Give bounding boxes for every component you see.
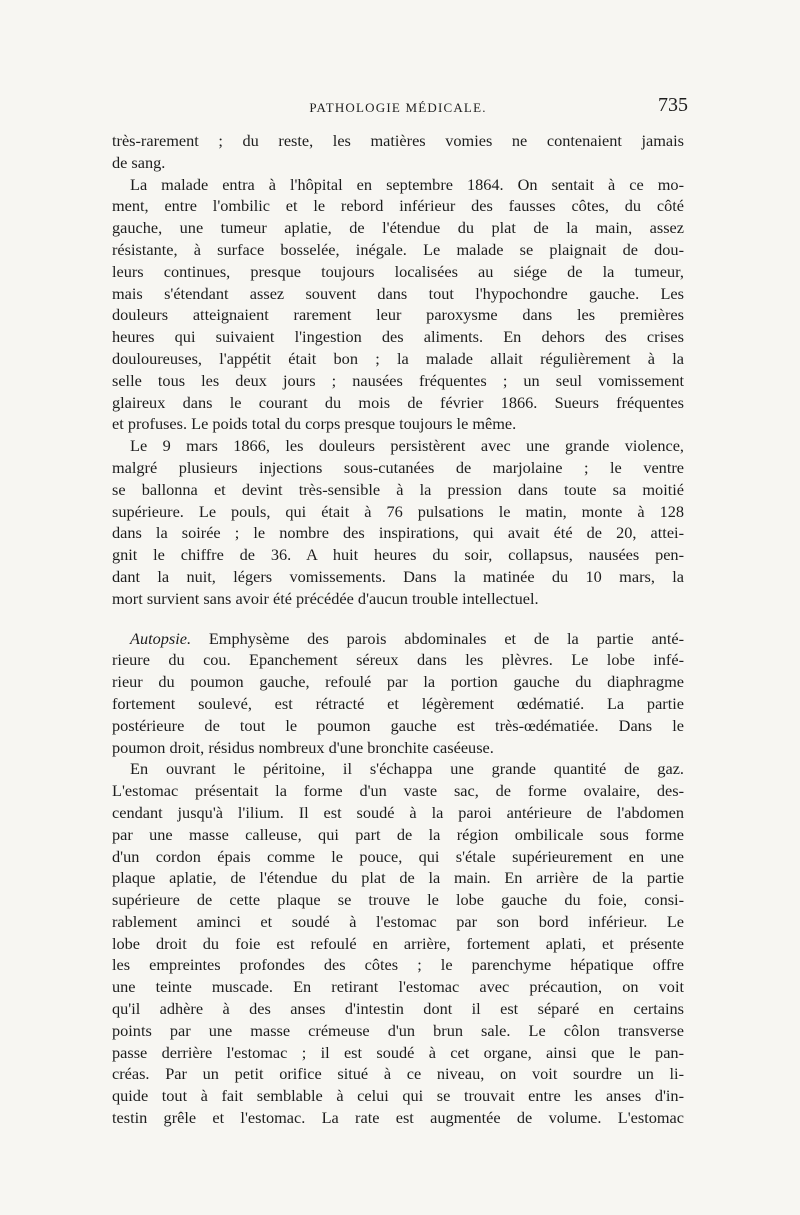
text-line: par une masse calleuse, qui part de la région ombilicale sous forme [112, 824, 684, 844]
text-line: créas. Par un petit orifice situé à ce niveau, on voit sourdre un li- [112, 1064, 684, 1084]
text-line: heures qui suivaient l'ingestion des aliments. En dehors des crises [112, 327, 684, 347]
paragraph-3 [112, 435, 684, 609]
page-number: 735 [658, 94, 688, 116]
text-line: cendant jusqu'à l'ilium. Il est soudé à la paroi antérieure de l'abdomen [112, 802, 684, 822]
text-line: quide tout à fait semblable à celui qui se trouvait entre les anses d'in- [112, 1086, 684, 1106]
text-line: rieure du cou. Epanchement séreux dans les plèvres. Le lobe infé- [112, 650, 684, 670]
text-line: douleurs atteignaient rarement leur paroxysme dans les premières [112, 305, 684, 325]
text-line: La malade entra à l'hôpital en septembre 1864. On sentait à ce mo- [130, 174, 684, 194]
autopsie-label: Autopsie. [130, 628, 192, 648]
text-line: glaireux dans le courant du mois de février 1866. Sueurs fréquentes [112, 392, 684, 412]
text-line: dans la soirée ; le nombre des inspirations, qui avait été de 20, attei- [112, 523, 684, 543]
text-line: leurs continues, presque toujours localisées au siége de la tumeur, [112, 261, 684, 281]
text-line: résistante, à surface bosselée, inégale. Le malade se plaignait de dou- [112, 239, 684, 259]
text-line: fortement soulevé, est rétracté et légèrement œdématié. La partie [112, 693, 684, 713]
text-line: passe derrière l'estomac ; il est soudé à cet organe, ainsi que le pan- [112, 1042, 684, 1062]
text-line: d'un cordon épais comme le pouce, qui s'étale supérieurement en une [112, 846, 684, 866]
text-line: rablement aminci et soudé à l'estomac par son bord inférieur. Le [112, 911, 684, 931]
running-title: PATHOLOGIE MÉDICALE. [309, 100, 487, 115]
text-line: gauche, une tumeur aplatie, de l'étendue du plat de la main, assez [112, 218, 684, 238]
page-header [112, 94, 688, 124]
text-line: et profuses. Le poids total du corps presque toujours le même. [112, 414, 517, 434]
text-line: supérieure de cette plaque se trouve le lobe gauche du foie, consi- [112, 890, 684, 910]
text-line: dant la nuit, légers vomissements. Dans la matinée du 10 mars, la [112, 566, 684, 586]
body-text [112, 130, 684, 1129]
text-line: points par une masse crémeuse d'un brun sale. Le côlon transverse [112, 1020, 684, 1040]
paragraph-2 [112, 174, 684, 436]
text-line: mais s'étendant assez souvent dans tout l'hypochondre gauche. Les [112, 283, 684, 303]
paragraph-autopsie [112, 628, 684, 759]
text-line: Le 9 mars 1866, les douleurs persistèrent avec une grande violence, [130, 436, 684, 456]
section-gap [112, 610, 684, 628]
text-line: douloureuses, l'appétit était bon ; la malade allait régulièrement à la [112, 348, 684, 368]
autopsie-line-rest: Emphysème des parois abdominales et de la partie anté- [191, 628, 684, 648]
text-line: plaque aplatie, de l'étendue du plat de la main. En arrière de la partie [112, 868, 684, 888]
text-line: testin grêle et l'estomac. La rate est augmentée de volume. L'estomac [112, 1108, 684, 1128]
text-line: poumon droit, résidus nombreux d'une bronchite caséeuse. [112, 737, 494, 757]
text-line: se ballonna et devint très-sensible à la pression dans toute sa moitié [112, 479, 684, 499]
text-line: mort survient sans avoir été précédée d'aucun trouble intellectuel. [112, 588, 539, 608]
text-line: les empreintes profondes des côtes ; le parenchyme hépatique offre [112, 955, 684, 975]
text-line: supérieure. Le pouls, qui était à 76 pulsations le matin, monte à 128 [112, 501, 684, 521]
text-line [112, 628, 684, 650]
paragraph-5 [112, 758, 684, 1129]
text-line: selle tous les deux jours ; nausées fréquentes ; un seul vomissement [112, 370, 684, 390]
text-line: rieur du poumon gauche, refoulé par la portion gauche du diaphragme [112, 672, 684, 692]
text-line: qu'il adhère à des anses d'intestin dont il est séparé en certains [112, 999, 684, 1019]
text-line: une teinte muscade. En retirant l'estomac avec précaution, on voit [112, 977, 684, 997]
text-line: En ouvrant le péritoine, il s'échappa une grande quantité de gaz. [130, 759, 684, 779]
text-line: de sang. [112, 152, 166, 172]
paragraph-1 [112, 130, 684, 174]
text-line: malgré plusieurs injections sous-cutanées de marjolaine ; le ventre [112, 457, 684, 477]
text-line: gnit le chiffre de 36. A huit heures du soir, collapsus, nausées pen- [112, 545, 684, 565]
text-line: lobe droit du foie est refoulé en arrière, fortement aplati, et présente [112, 933, 684, 953]
book-page [112, 0, 688, 1215]
text-line: très-rarement ; du reste, les matières vomies ne contenaient jamais [112, 131, 684, 150]
text-line: postérieure de tout le poumon gauche est très-œdématiée. Dans le [112, 715, 684, 735]
text-line: ment, entre l'ombilic et le rebord inférieur des fausses côtes, du côté [112, 196, 684, 216]
text-line: L'estomac présentait la forme d'un vaste sac, de forme ovalaire, des- [112, 781, 684, 801]
